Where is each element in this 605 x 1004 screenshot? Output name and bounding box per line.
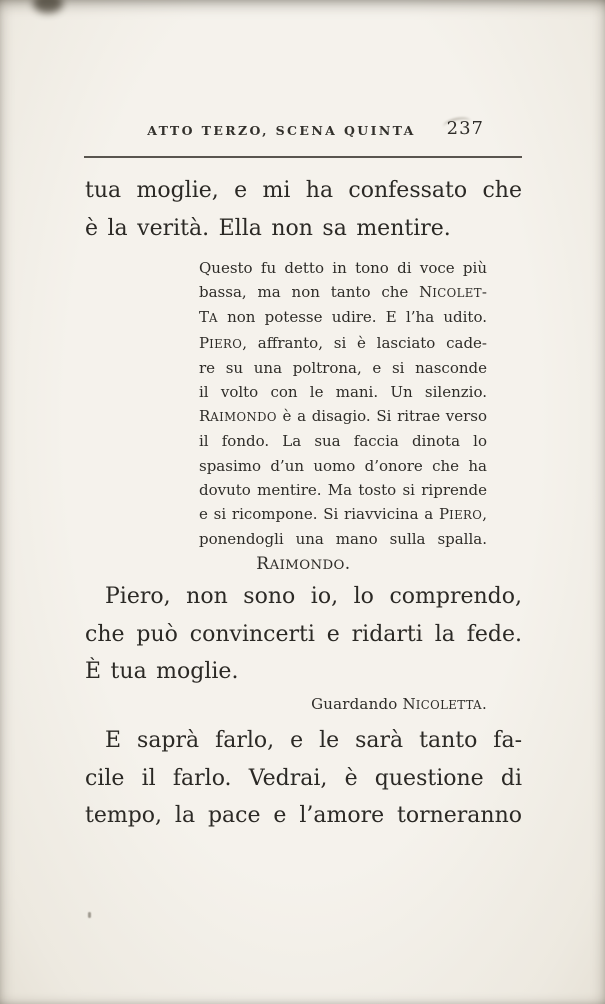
text-line: È tua moglie. <box>85 659 239 684</box>
text-line: e si ricompone. Si riavvicina a PIERO, <box>199 505 487 524</box>
dialogue-paragraph-2 <box>85 578 522 691</box>
dialogue-paragraph-3 <box>85 722 522 835</box>
text-line: bassa, ma non tanto che NICOLET- <box>199 283 487 302</box>
stage-direction <box>199 256 487 551</box>
text-line: cile il farlo. Vedrai, è questione di <box>85 765 522 791</box>
text-line: il volto con le mani. Un silenzio. <box>199 383 487 402</box>
text-line: RAIMONDO è a disagio. Si ritrae verso <box>199 407 487 426</box>
text-line: è la verità. Ella non sa mentire. <box>85 215 451 241</box>
stage-direction-inline: Guardando NICOLETTA. <box>311 695 487 713</box>
text-line: Piero, non sono io, lo comprendo, <box>105 584 522 609</box>
text-line: tua moglie, e mi ha confessato che <box>85 178 522 203</box>
text-line: Questo fu detto in tono di voce più <box>199 259 487 277</box>
dialogue-paragraph-1 <box>85 172 522 247</box>
scan-speck <box>88 912 91 918</box>
scan-smudge <box>33 0 63 13</box>
text-line: tempo, la pace e l’amore torneranno <box>85 803 522 828</box>
text-line: spasimo d’un uomo d’onore che ha <box>199 456 487 475</box>
text-line: TA non potesse udire. E l’ha udito. <box>199 308 487 327</box>
text-line: PIERO, affranto, si è lasciato cade- <box>199 333 487 352</box>
text-line: il fondo. La sua faccia dinota lo <box>199 432 487 451</box>
text-line: ponendogli una mano sulla spalla. <box>199 530 487 549</box>
text-line: E saprà farlo, e le sarà tanto fa- <box>105 728 522 753</box>
running-title: ATTO TERZO, SCENA QUINTA <box>147 123 416 138</box>
text-line: re su una poltrona, e si nasconde <box>199 358 487 377</box>
header-rule <box>84 156 522 158</box>
page-number: 237 <box>446 118 484 139</box>
page-header <box>85 118 522 145</box>
speaker-name: RAIMONDO. <box>256 554 351 574</box>
text-line: dovuto mentire. Ma tosto si riprende <box>199 480 487 499</box>
text-line: che può convincerti e ridarti la fede. <box>85 621 522 647</box>
